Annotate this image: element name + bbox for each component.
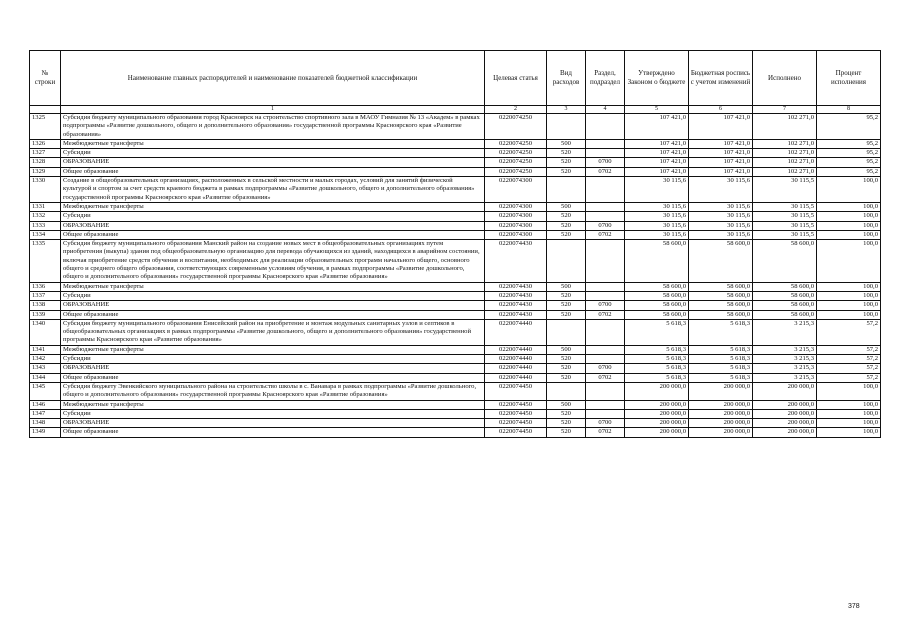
row-percent: 95,2 [817,167,881,176]
row-approved: 30 115,6 [625,221,689,230]
row-type: 500 [547,139,586,148]
table-row [30,149,881,158]
row-percent: 100,0 [817,400,881,409]
row-percent: 100,0 [817,177,881,203]
row-executed: 58 600,0 [753,240,817,282]
row-type [547,114,586,140]
row-approved: 30 115,6 [625,202,689,211]
row-executed: 3 215,3 [753,345,817,354]
row-type: 520 [547,301,586,310]
row-section [586,149,625,158]
row-type: 520 [547,409,586,418]
row-section [586,177,625,203]
row-percent: 100,0 [817,221,881,230]
row-budget: 200 000,0 [689,400,753,409]
row-percent: 100,0 [817,382,881,400]
row-section [586,291,625,300]
table-row [30,345,881,354]
row-name: ОБРАЗОВАНИЕ [61,419,485,428]
table-row [30,319,881,345]
row-section: 0700 [586,221,625,230]
row-percent: 95,2 [817,149,881,158]
row-number: 1325 [30,114,61,140]
row-executed: 102 271,0 [753,158,817,167]
row-approved: 58 600,0 [625,282,689,291]
row-section [586,114,625,140]
row-type: 520 [547,221,586,230]
row-executed: 102 271,0 [753,167,817,176]
row-target: 0220074450 [485,419,547,428]
row-section [586,212,625,221]
row-type: 500 [547,400,586,409]
row-approved: 107 421,0 [625,149,689,158]
row-approved: 58 600,0 [625,240,689,282]
row-budget: 30 115,6 [689,230,753,239]
row-target: 0220074430 [485,282,547,291]
row-budget: 58 600,0 [689,291,753,300]
row-name: Общее образование [61,230,485,239]
row-percent: 57,2 [817,345,881,354]
row-executed: 102 271,0 [753,139,817,148]
row-number: 1328 [30,158,61,167]
table-row [30,428,881,437]
col-header-section: Раздел, подраздел [586,51,625,106]
row-number: 1341 [30,345,61,354]
row-budget: 107 421,0 [689,114,753,140]
row-approved: 107 421,0 [625,158,689,167]
col-header-type: Вид расходов [547,51,586,106]
row-number: 1348 [30,419,61,428]
column-number: 3 [547,106,586,114]
row-budget: 30 115,6 [689,177,753,203]
row-target: 0220074250 [485,114,547,140]
row-target: 0220074430 [485,310,547,319]
row-executed: 58 600,0 [753,301,817,310]
row-type: 500 [547,282,586,291]
col-header-executed: Исполнено [753,51,817,106]
row-name: Межбюджетные трансферты [61,345,485,354]
row-executed: 3 215,3 [753,373,817,382]
col-header-budget: Бюджетная роспись с учетом изменений [689,51,753,106]
row-name: ОБРАЗОВАНИЕ [61,221,485,230]
row-name: Общее образование [61,428,485,437]
row-number: 1339 [30,310,61,319]
row-section [586,202,625,211]
page-number: 378 [848,603,860,610]
row-percent: 57,2 [817,373,881,382]
row-executed: 3 215,3 [753,364,817,373]
row-approved: 58 600,0 [625,291,689,300]
row-type: 520 [547,419,586,428]
row-target: 0220074250 [485,139,547,148]
row-approved: 58 600,0 [625,310,689,319]
row-percent: 100,0 [817,240,881,282]
row-budget: 107 421,0 [689,149,753,158]
row-executed: 200 000,0 [753,428,817,437]
row-percent: 100,0 [817,291,881,300]
row-executed: 200 000,0 [753,409,817,418]
column-number-row [30,106,881,114]
row-percent: 100,0 [817,310,881,319]
row-section: 0700 [586,419,625,428]
row-approved: 200 000,0 [625,419,689,428]
row-executed: 102 271,0 [753,149,817,158]
row-number: 1340 [30,319,61,345]
row-executed: 3 215,3 [753,355,817,364]
row-name: Субсидии [61,149,485,158]
row-type: 500 [547,202,586,211]
row-type: 520 [547,310,586,319]
row-approved: 5 618,3 [625,355,689,364]
row-section: 0700 [586,158,625,167]
row-approved: 5 618,3 [625,319,689,345]
row-number: 1338 [30,301,61,310]
table-row [30,282,881,291]
column-number: 7 [753,106,817,114]
row-type: 520 [547,373,586,382]
row-percent: 100,0 [817,419,881,428]
row-section: 0700 [586,301,625,310]
row-number: 1333 [30,221,61,230]
row-percent: 100,0 [817,212,881,221]
row-type: 520 [547,167,586,176]
table-row [30,419,881,428]
row-approved: 5 618,3 [625,345,689,354]
row-type: 520 [547,291,586,300]
row-name: Межбюджетные трансферты [61,139,485,148]
row-number: 1337 [30,291,61,300]
row-number: 1334 [30,230,61,239]
row-number: 1346 [30,400,61,409]
row-section [586,139,625,148]
row-section [586,345,625,354]
table-row [30,139,881,148]
row-percent: 100,0 [817,409,881,418]
row-budget: 5 618,3 [689,373,753,382]
column-number: 8 [817,106,881,114]
row-percent: 100,0 [817,202,881,211]
row-number: 1347 [30,409,61,418]
row-name: Субсидии [61,355,485,364]
row-name: ОБРАЗОВАНИЕ [61,364,485,373]
row-section: 0702 [586,310,625,319]
row-name: Субсидии [61,409,485,418]
row-approved: 5 618,3 [625,364,689,373]
row-name: Межбюджетные трансферты [61,202,485,211]
row-target: 0220074440 [485,319,547,345]
row-percent: 100,0 [817,301,881,310]
table-row [30,291,881,300]
row-section [586,382,625,400]
column-number: 5 [625,106,689,114]
row-budget: 200 000,0 [689,409,753,418]
row-type: 500 [547,345,586,354]
row-percent: 100,0 [817,230,881,239]
row-percent: 57,2 [817,355,881,364]
table-row [30,355,881,364]
row-budget: 58 600,0 [689,310,753,319]
row-budget: 58 600,0 [689,301,753,310]
row-target: 0220074440 [485,345,547,354]
row-approved: 30 115,6 [625,177,689,203]
row-budget: 200 000,0 [689,428,753,437]
row-approved: 107 421,0 [625,167,689,176]
row-name: ОБРАЗОВАНИЕ [61,158,485,167]
row-number: 1330 [30,177,61,203]
budget-table [29,50,881,438]
row-number: 1349 [30,428,61,437]
row-type [547,177,586,203]
row-name: Субсидия бюджету муниципального образования город Красноярск на строительство спортивного зала в МАОУ Гимназия № 13 «Академ» в рамках подпрограммы «Развитие дошкольного, общего и дополнительного образования» государственной программы Красноярского края «Развитие образования» [61,114,485,140]
row-number: 1336 [30,282,61,291]
column-number-blank [30,106,61,114]
row-budget: 5 618,3 [689,364,753,373]
row-approved: 58 600,0 [625,301,689,310]
row-number: 1343 [30,364,61,373]
row-approved: 200 000,0 [625,428,689,437]
row-number: 1332 [30,212,61,221]
row-name: Субсидия бюджету муниципального образования Енисейский район на приобретение и монтаж модульных санитарных узлов и септиков в общеобразовательных организациях в рамках подпрограммы «Развитие дошкольного, общего и дополнительного образования» государственной программы Красноярского края «Развитие образования» [61,319,485,345]
row-budget: 30 115,6 [689,221,753,230]
row-section [586,319,625,345]
row-executed: 200 000,0 [753,382,817,400]
row-executed: 30 115,5 [753,230,817,239]
header-row [30,51,881,106]
row-executed: 30 115,5 [753,221,817,230]
row-number: 1342 [30,355,61,364]
table-row [30,373,881,382]
row-target: 0220074430 [485,291,547,300]
row-type: 520 [547,355,586,364]
table-row [30,240,881,282]
row-name: Субсидии [61,212,485,221]
row-budget: 5 618,3 [689,345,753,354]
row-target: 0220074300 [485,202,547,211]
table-row [30,301,881,310]
row-executed: 30 115,5 [753,202,817,211]
row-approved: 107 421,0 [625,114,689,140]
row-type: 520 [547,149,586,158]
row-number: 1345 [30,382,61,400]
row-target: 0220074300 [485,177,547,203]
row-approved: 107 421,0 [625,139,689,148]
row-type [547,240,586,282]
row-target: 0220074440 [485,355,547,364]
table-row [30,167,881,176]
table-row [30,212,881,221]
row-section [586,409,625,418]
row-percent: 57,2 [817,364,881,373]
table-row [30,202,881,211]
row-target: 0220074430 [485,301,547,310]
row-name: Общее образование [61,167,485,176]
row-percent: 95,2 [817,114,881,140]
row-section [586,400,625,409]
row-executed: 200 000,0 [753,419,817,428]
row-target: 0220074300 [485,230,547,239]
row-section: 0702 [586,167,625,176]
row-executed: 58 600,0 [753,282,817,291]
row-section: 0702 [586,428,625,437]
row-target: 0220074250 [485,167,547,176]
table-row [30,364,881,373]
row-budget: 30 115,6 [689,212,753,221]
row-budget: 107 421,0 [689,139,753,148]
row-executed: 30 115,5 [753,177,817,203]
row-type: 520 [547,428,586,437]
row-percent: 100,0 [817,282,881,291]
row-number: 1344 [30,373,61,382]
row-budget: 107 421,0 [689,158,753,167]
row-approved: 200 000,0 [625,400,689,409]
table-row [30,400,881,409]
table-row [30,114,881,140]
row-section [586,282,625,291]
row-target: 0220074450 [485,400,547,409]
row-approved: 200 000,0 [625,382,689,400]
row-section: 0700 [586,364,625,373]
row-budget: 58 600,0 [689,240,753,282]
row-name: Субсидия бюджету Эвенкийского муниципального района на строительство школы в с. Ванавара в рамках подпрограммы «Развитие дошкольного, общего и дополнительного образования» государственной программы Красноярского края «Развитие образования» [61,382,485,400]
col-header-name: Наименование главных распорядителей и наименование показателей бюджетной классификации [61,51,485,106]
table-row [30,382,881,400]
row-name: Субсидия бюджету муниципального образования Манский район на создание новых мест в общеобразовательных организациях путем приобретения (выкупа) здания под общеобразовательную организацию для перевода обучающихся из зданий, находящихся в аварийном состоянии, включая приобретение средств обучения и воспитания, необходимых для реализации образовательных программ начального общего, основного общего и среднего общего образования, соответствующих современным условиям обучения, в рамках подпрограммы «Развитие дошкольного, общего и дополнительного образования» государственной программы Красноярского края «Развитие образования» [61,240,485,282]
row-approved: 200 000,0 [625,409,689,418]
table-row [30,310,881,319]
row-target: 0220074300 [485,212,547,221]
column-number: 4 [586,106,625,114]
row-name: Субсидии [61,291,485,300]
table-row [30,177,881,203]
row-section: 0702 [586,230,625,239]
row-executed: 200 000,0 [753,400,817,409]
column-number: 1 [61,106,485,114]
row-target: 0220074250 [485,158,547,167]
col-header-percent: Процент исполнения [817,51,881,106]
row-type: 520 [547,230,586,239]
row-target: 0220074450 [485,428,547,437]
row-executed: 58 600,0 [753,291,817,300]
row-target: 0220074430 [485,240,547,282]
row-type [547,319,586,345]
row-target: 0220074450 [485,382,547,400]
row-executed: 102 271,0 [753,114,817,140]
row-name: ОБРАЗОВАНИЕ [61,301,485,310]
row-number: 1331 [30,202,61,211]
row-approved: 30 115,6 [625,212,689,221]
row-percent: 95,2 [817,139,881,148]
row-approved: 30 115,6 [625,230,689,239]
row-number: 1335 [30,240,61,282]
row-number: 1326 [30,139,61,148]
row-name: Общее образование [61,373,485,382]
row-number: 1329 [30,167,61,176]
row-type: 520 [547,212,586,221]
row-name: Межбюджетные трансферты [61,400,485,409]
row-target: 0220074250 [485,149,547,158]
row-name: Общее образование [61,310,485,319]
row-budget: 30 115,6 [689,202,753,211]
row-section [586,355,625,364]
row-percent: 100,0 [817,428,881,437]
row-section [586,240,625,282]
table-row [30,221,881,230]
row-budget: 200 000,0 [689,419,753,428]
row-budget: 5 618,3 [689,355,753,364]
row-executed: 30 115,5 [753,212,817,221]
col-header-target: Целевая статья [485,51,547,106]
row-executed: 58 600,0 [753,310,817,319]
row-budget: 200 000,0 [689,382,753,400]
col-header-row-number: № строки [30,51,61,106]
row-type: 520 [547,158,586,167]
row-approved: 5 618,3 [625,373,689,382]
row-name: Создание в общеобразовательных организациях, расположенных в сельской местности и малых городах, условий для занятий физической культурой и спортом за счет средств краевого бюджета в рамках подпрограммы «Развитие дошкольного, общего и дополнительного образования» государственной программы Красноярского края «Развитие образования» [61,177,485,203]
row-section: 0702 [586,373,625,382]
row-percent: 95,2 [817,158,881,167]
column-number: 2 [485,106,547,114]
row-budget: 107 421,0 [689,167,753,176]
row-target: 0220074440 [485,373,547,382]
row-type [547,382,586,400]
table-row [30,409,881,418]
row-target: 0220074300 [485,221,547,230]
table-row [30,230,881,239]
row-type: 520 [547,364,586,373]
row-target: 0220074450 [485,409,547,418]
col-header-approved: Утверждено Законом о бюджете [625,51,689,106]
column-number: 6 [689,106,753,114]
row-target: 0220074440 [485,364,547,373]
row-budget: 5 618,3 [689,319,753,345]
table-row [30,158,881,167]
row-percent: 57,2 [817,319,881,345]
row-number: 1327 [30,149,61,158]
row-name: Межбюджетные трансферты [61,282,485,291]
row-executed: 3 215,3 [753,319,817,345]
row-budget: 58 600,0 [689,282,753,291]
